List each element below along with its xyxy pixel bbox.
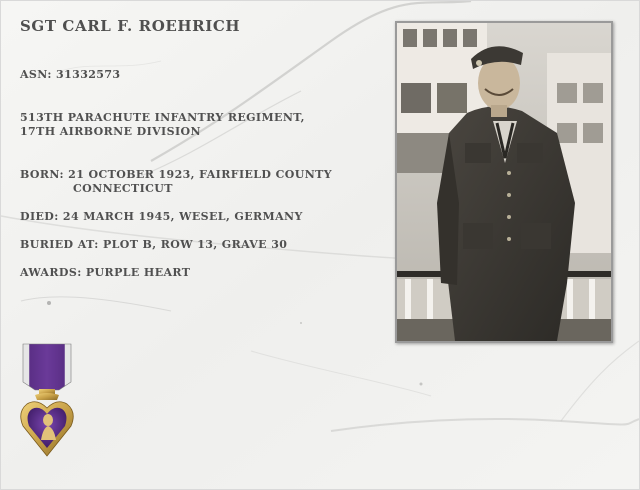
- awards-line: AWARDS: PURPLE HEART: [20, 266, 191, 279]
- born-line-1: BORN: 21 OCTOBER 1923, FAIRFIELD COUNTY: [20, 168, 332, 181]
- unit-line-2: 17TH AIRBORNE DIVISION: [20, 125, 201, 138]
- born-line-2: CONNECTICUT: [73, 182, 173, 195]
- buried-line: BURIED AT: PLOT B, ROW 13, GRAVE 30: [20, 238, 288, 251]
- soldier-portrait: [395, 21, 613, 343]
- died-line: DIED: 24 MARCH 1945, WESEL, GERMANY: [20, 210, 303, 223]
- purple-heart-medal-icon: [19, 342, 77, 462]
- asn-line: ASN: 31332573: [20, 68, 121, 81]
- soldier-name: SGT CARL F. ROEHRICH: [20, 17, 241, 35]
- portrait-image: [397, 23, 611, 341]
- unit-line-1: 513TH PARACHUTE INFANTRY REGIMENT,: [20, 111, 305, 124]
